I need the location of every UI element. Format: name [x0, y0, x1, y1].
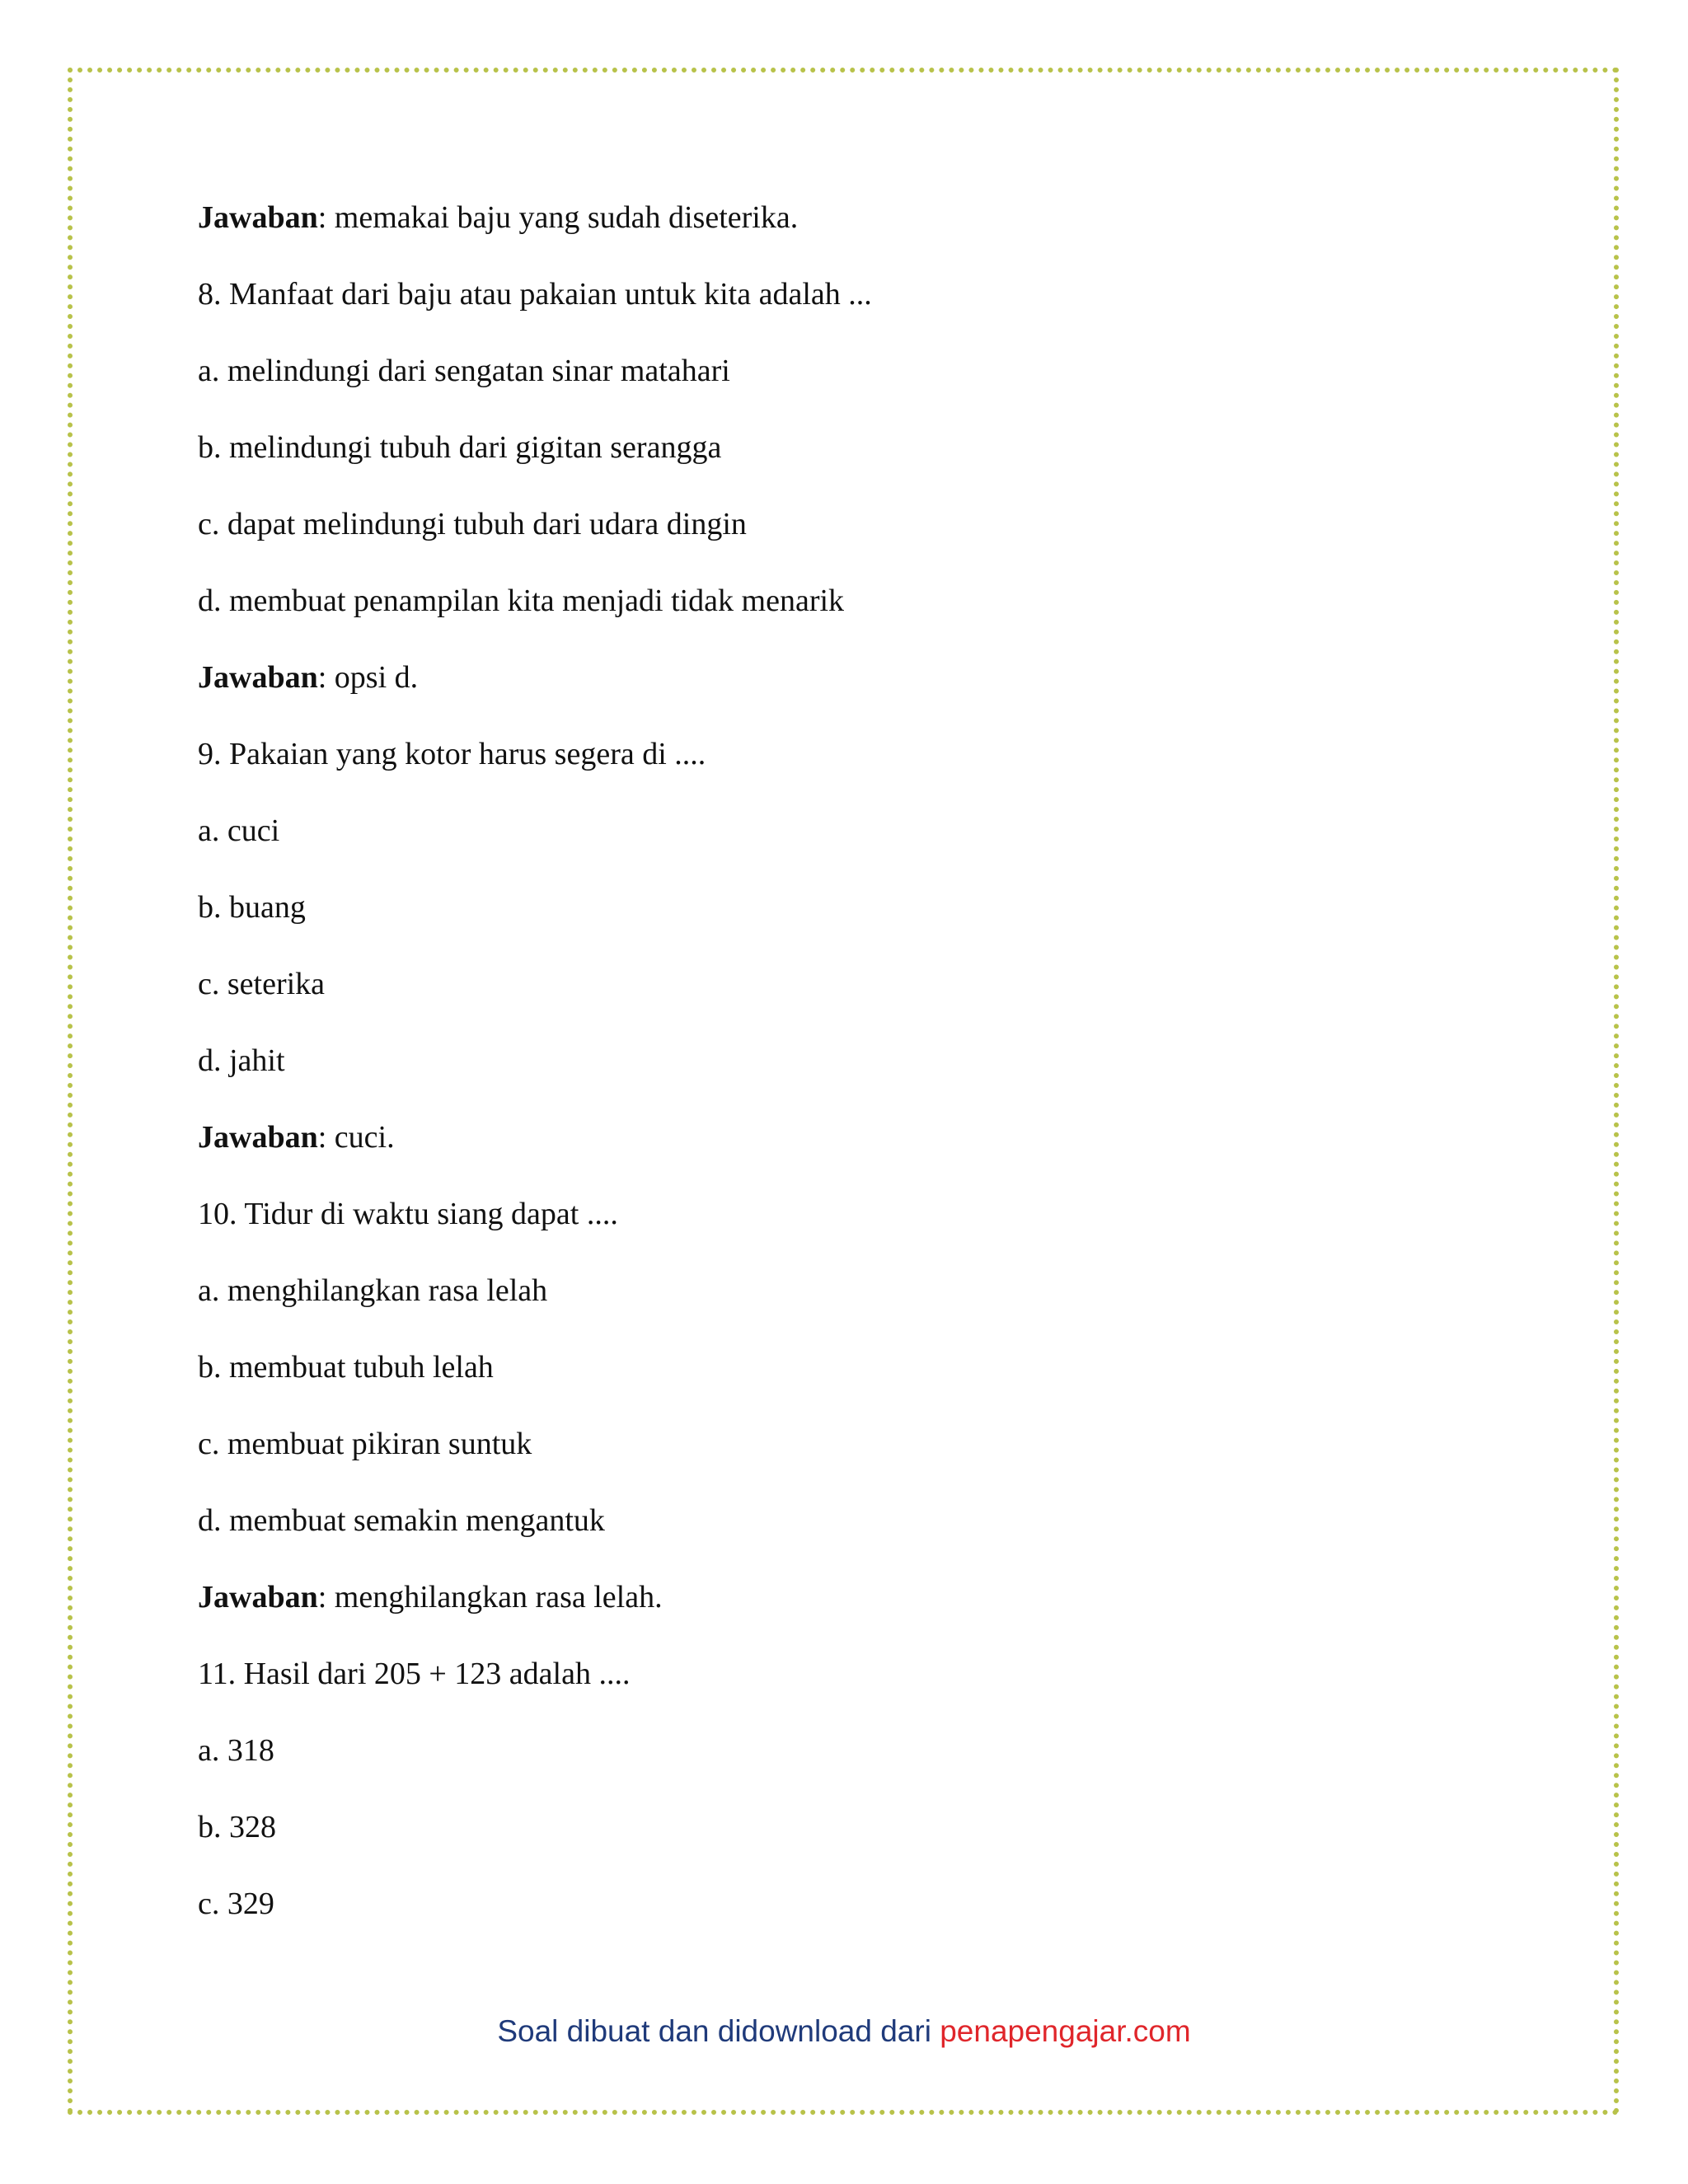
question-10: 10. Tidur di waktu siang dapat ....	[198, 1197, 618, 1231]
option-9d: d. jahit	[198, 1043, 285, 1078]
option-8b: b. melindungi tubuh dari gigitan serangga	[198, 430, 722, 465]
footer-prefix: Soal dibuat dan didownload dari	[497, 2014, 940, 2048]
option-10c: c. membuat pikiran suntuk	[198, 1427, 532, 1461]
option-8a: a. melindungi dari sengatan sinar matahari	[198, 354, 730, 388]
answer-text: : memakai baju yang sudah diseterika.	[317, 200, 799, 235]
option-8d: d. membuat penampilan kita menjadi tidak menarik	[198, 583, 845, 618]
question-9: 9. Pakaian yang kotor harus segera di ....	[198, 737, 706, 771]
answer-label: Jawaban	[198, 660, 318, 695]
footer-site-link[interactable]: penapengajar.com	[940, 2014, 1191, 2048]
answer-text: : menghilangkan rasa lelah.	[317, 1580, 663, 1615]
footer-credit	[0, 2014, 1688, 2049]
question-11: 11. Hasil dari 205 + 123 adalah ....	[198, 1657, 631, 1691]
option-10a: a. menghilangkan rasa lelah	[198, 1273, 548, 1308]
option-8c: c. dapat melindungi tubuh dari udara dingin	[198, 507, 747, 541]
option-10d: d. membuat semakin mengantuk	[198, 1503, 605, 1538]
option-10b: b. membuat tubuh lelah	[198, 1350, 494, 1385]
answer-label: Jawaban	[198, 1580, 318, 1615]
option-11c: c. 329	[198, 1886, 274, 1921]
option-9b: b. buang	[198, 890, 306, 925]
answer-line	[198, 656, 1517, 733]
answer-line	[198, 196, 1517, 273]
option-11b: b. 328	[198, 1810, 276, 1844]
question-8: 8. Manfaat dari baju atau pakaian untuk kita adalah ...	[198, 277, 872, 312]
answer-line	[198, 1576, 1517, 1652]
answer-label: Jawaban	[198, 1120, 318, 1155]
answer-line	[198, 1116, 1517, 1193]
document-body	[198, 196, 1517, 1959]
answer-text: : cuci.	[317, 1120, 395, 1155]
option-9c: c. seterika	[198, 967, 326, 1001]
option-9a: a. cuci	[198, 813, 280, 848]
answer-text: : opsi d.	[317, 660, 419, 695]
option-11a: a. 318	[198, 1733, 274, 1768]
answer-label: Jawaban	[198, 200, 318, 235]
